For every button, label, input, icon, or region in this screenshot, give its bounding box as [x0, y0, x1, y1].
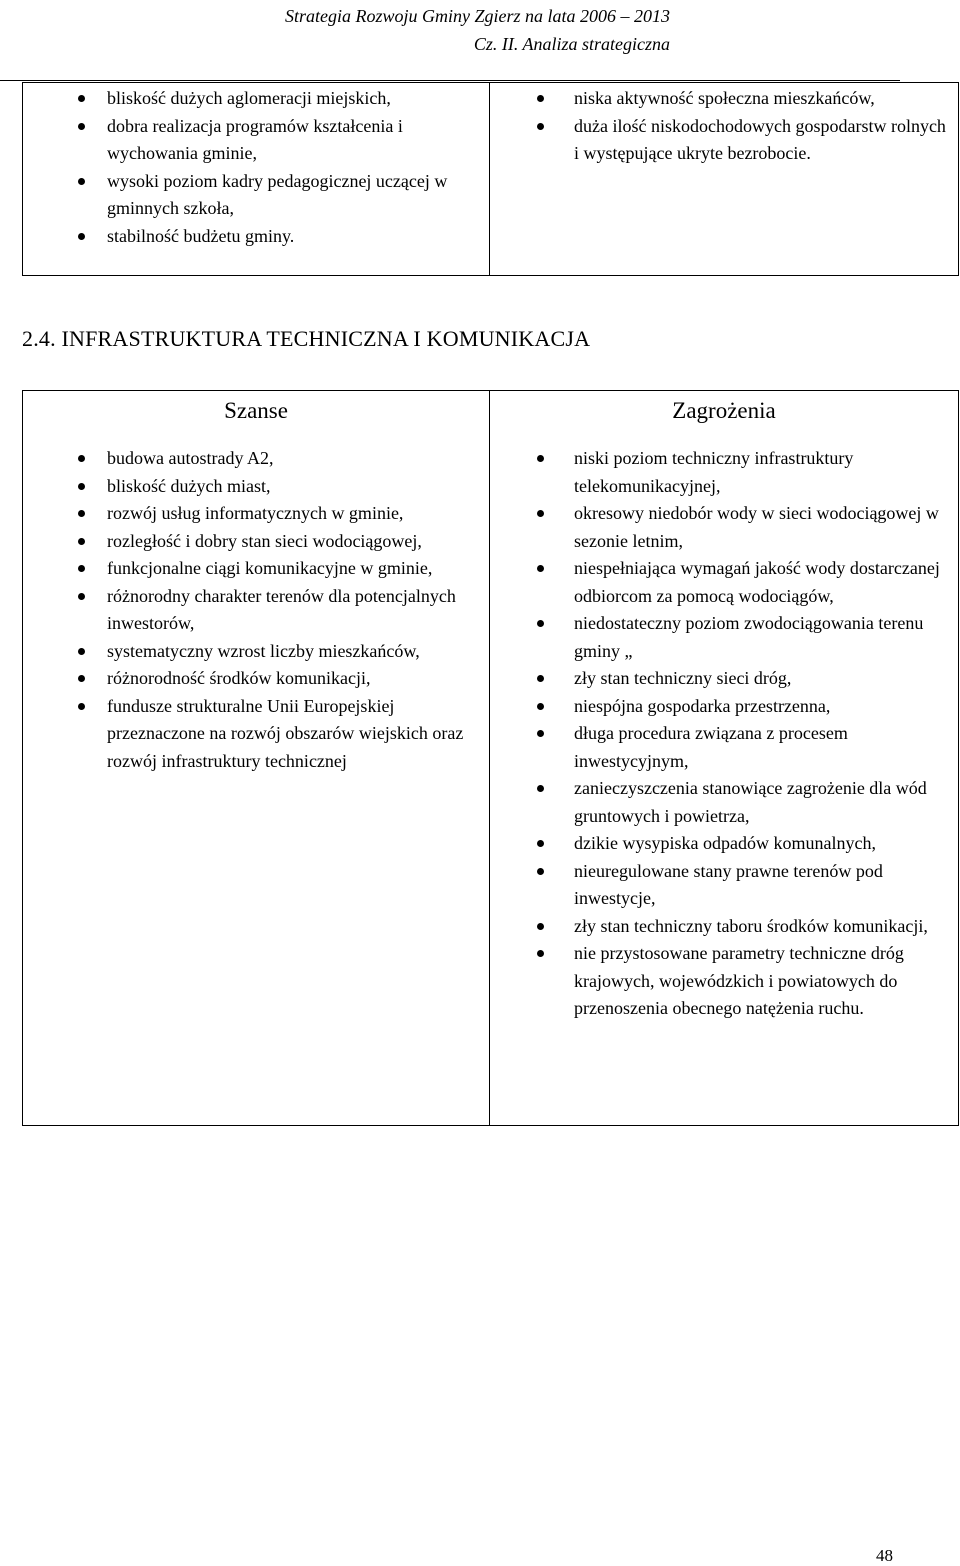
list-item: duża ilość niskodochodowych gospodarstw rolnych i występujące ukryte bezrobocie. [574, 113, 948, 168]
bullet-icon [537, 840, 544, 847]
list-item: różnorodny charakter terenów dla potencjalnych inwestorów, [107, 583, 479, 638]
bullet-icon [537, 620, 544, 627]
header-rule [0, 80, 900, 81]
header-subtitle: Cz. II. Analiza strategiczna [473, 34, 670, 54]
bullet-icon [78, 483, 85, 490]
bullet-icon [78, 538, 85, 545]
opportunities-cell [23, 443, 490, 1126]
top-left-list [23, 83, 489, 250]
bullet-icon [537, 675, 544, 682]
bullet-icon [78, 178, 85, 185]
threats-list [490, 443, 958, 1023]
section-title: 2.4. INFRASTRUKTURA TECHNICZNA I KOMUNIKACJA [22, 326, 591, 351]
list-item: niedostateczny poziom zwodociągowania terenu gminy „ [574, 610, 948, 665]
opportunities-heading: Szanse [224, 398, 288, 423]
threats-heading: Zagrożenia [672, 398, 776, 423]
list-item: dzikie wysypiska odpadów komunalnych, [574, 830, 948, 858]
list-item: stabilność budżetu gminy. [107, 223, 479, 251]
bullet-icon [78, 455, 85, 462]
page-header [70, 2, 670, 58]
header-title: Strategia Rozwoju Gminy Zgierz na lata 2006 – 2013 [284, 6, 670, 26]
bullet-icon [537, 95, 544, 102]
bullet-icon [537, 923, 544, 930]
bullet-icon [537, 565, 544, 572]
bullet-icon [537, 123, 544, 130]
list-item: niespełniająca wymagań jakość wody dostarczanej odbiorcom za pomocą wodociągów, [574, 555, 948, 610]
list-item: systematyczny wzrost liczby mieszkańców, [107, 638, 479, 666]
list-item: okresowy niedobór wody w sieci wodociągowej w sezonie letnim, [574, 500, 948, 555]
opportunities-list [23, 443, 489, 775]
top-right-cell [490, 83, 959, 276]
swot-table-top [22, 82, 959, 276]
bullet-icon [78, 95, 85, 102]
list-item: zły stan techniczny sieci dróg, [574, 665, 948, 693]
bullet-icon [537, 703, 544, 710]
bullet-icon [537, 455, 544, 462]
list-item: bliskość dużych miast, [107, 473, 479, 501]
list-item: wysoki poziom kadry pedagogicznej uczącej w gminnych szkoła, [107, 168, 479, 223]
list-item: niska aktywność społeczna mieszkańców, [574, 85, 948, 113]
list-item: bliskość dużych aglomeracji miejskich, [107, 85, 479, 113]
list-item: funkcjonalne ciągi komunikacyjne w gminie, [107, 555, 479, 583]
list-item: nieuregulowane stany prawne terenów pod inwestycje, [574, 858, 948, 913]
bullet-icon [78, 123, 85, 130]
list-item: różnorodność środków komunikacji, [107, 665, 479, 693]
bullet-icon [78, 565, 85, 572]
swot-table-infrastructure [22, 390, 959, 1126]
list-item: zły stan techniczny taboru środków komunikacji, [574, 913, 948, 941]
bullet-icon [537, 868, 544, 875]
page-number: 48 [876, 1546, 893, 1565]
top-left-cell [23, 83, 490, 276]
bullet-icon [78, 648, 85, 655]
bullet-icon [78, 675, 85, 682]
list-item: niski poziom techniczny infrastruktury telekomunikacyjnej, [574, 445, 948, 500]
list-item: rozwój usług informatycznych w gminie, [107, 500, 479, 528]
opportunities-heading-cell [23, 391, 490, 444]
bullet-icon [537, 950, 544, 957]
bullet-icon [537, 510, 544, 517]
bullet-icon [537, 785, 544, 792]
bullet-icon [537, 730, 544, 737]
bullet-icon [78, 703, 85, 710]
threats-heading-cell [490, 391, 959, 444]
list-item: niespójna gospodarka przestrzenna, [574, 693, 948, 721]
list-item: fundusze strukturalne Unii Europejskiej przeznaczone na rozwój obszarów wiejskich oraz rozwój infrastruktury technicznej [107, 693, 479, 776]
list-item: dobra realizacja programów kształcenia i wychowania gminie, [107, 113, 479, 168]
list-item: długa procedura związana z procesem inwestycyjnym, [574, 720, 948, 775]
bullet-icon [78, 233, 85, 240]
bullet-icon [78, 510, 85, 517]
list-item: zanieczyszczenia stanowiące zagrożenie dla wód gruntowych i powietrza, [574, 775, 948, 830]
bullet-icon [78, 593, 85, 600]
threats-cell [490, 443, 959, 1126]
list-item: rozległość i dobry stan sieci wodociągowej, [107, 528, 479, 556]
list-item: budowa autostrady A2, [107, 445, 479, 473]
top-right-list [490, 83, 958, 168]
list-item: nie przystosowane parametry techniczne dróg krajowych, wojewódzkich i powiatowych do przenoszenia obecnego natężenia ruchu. [574, 940, 948, 1023]
